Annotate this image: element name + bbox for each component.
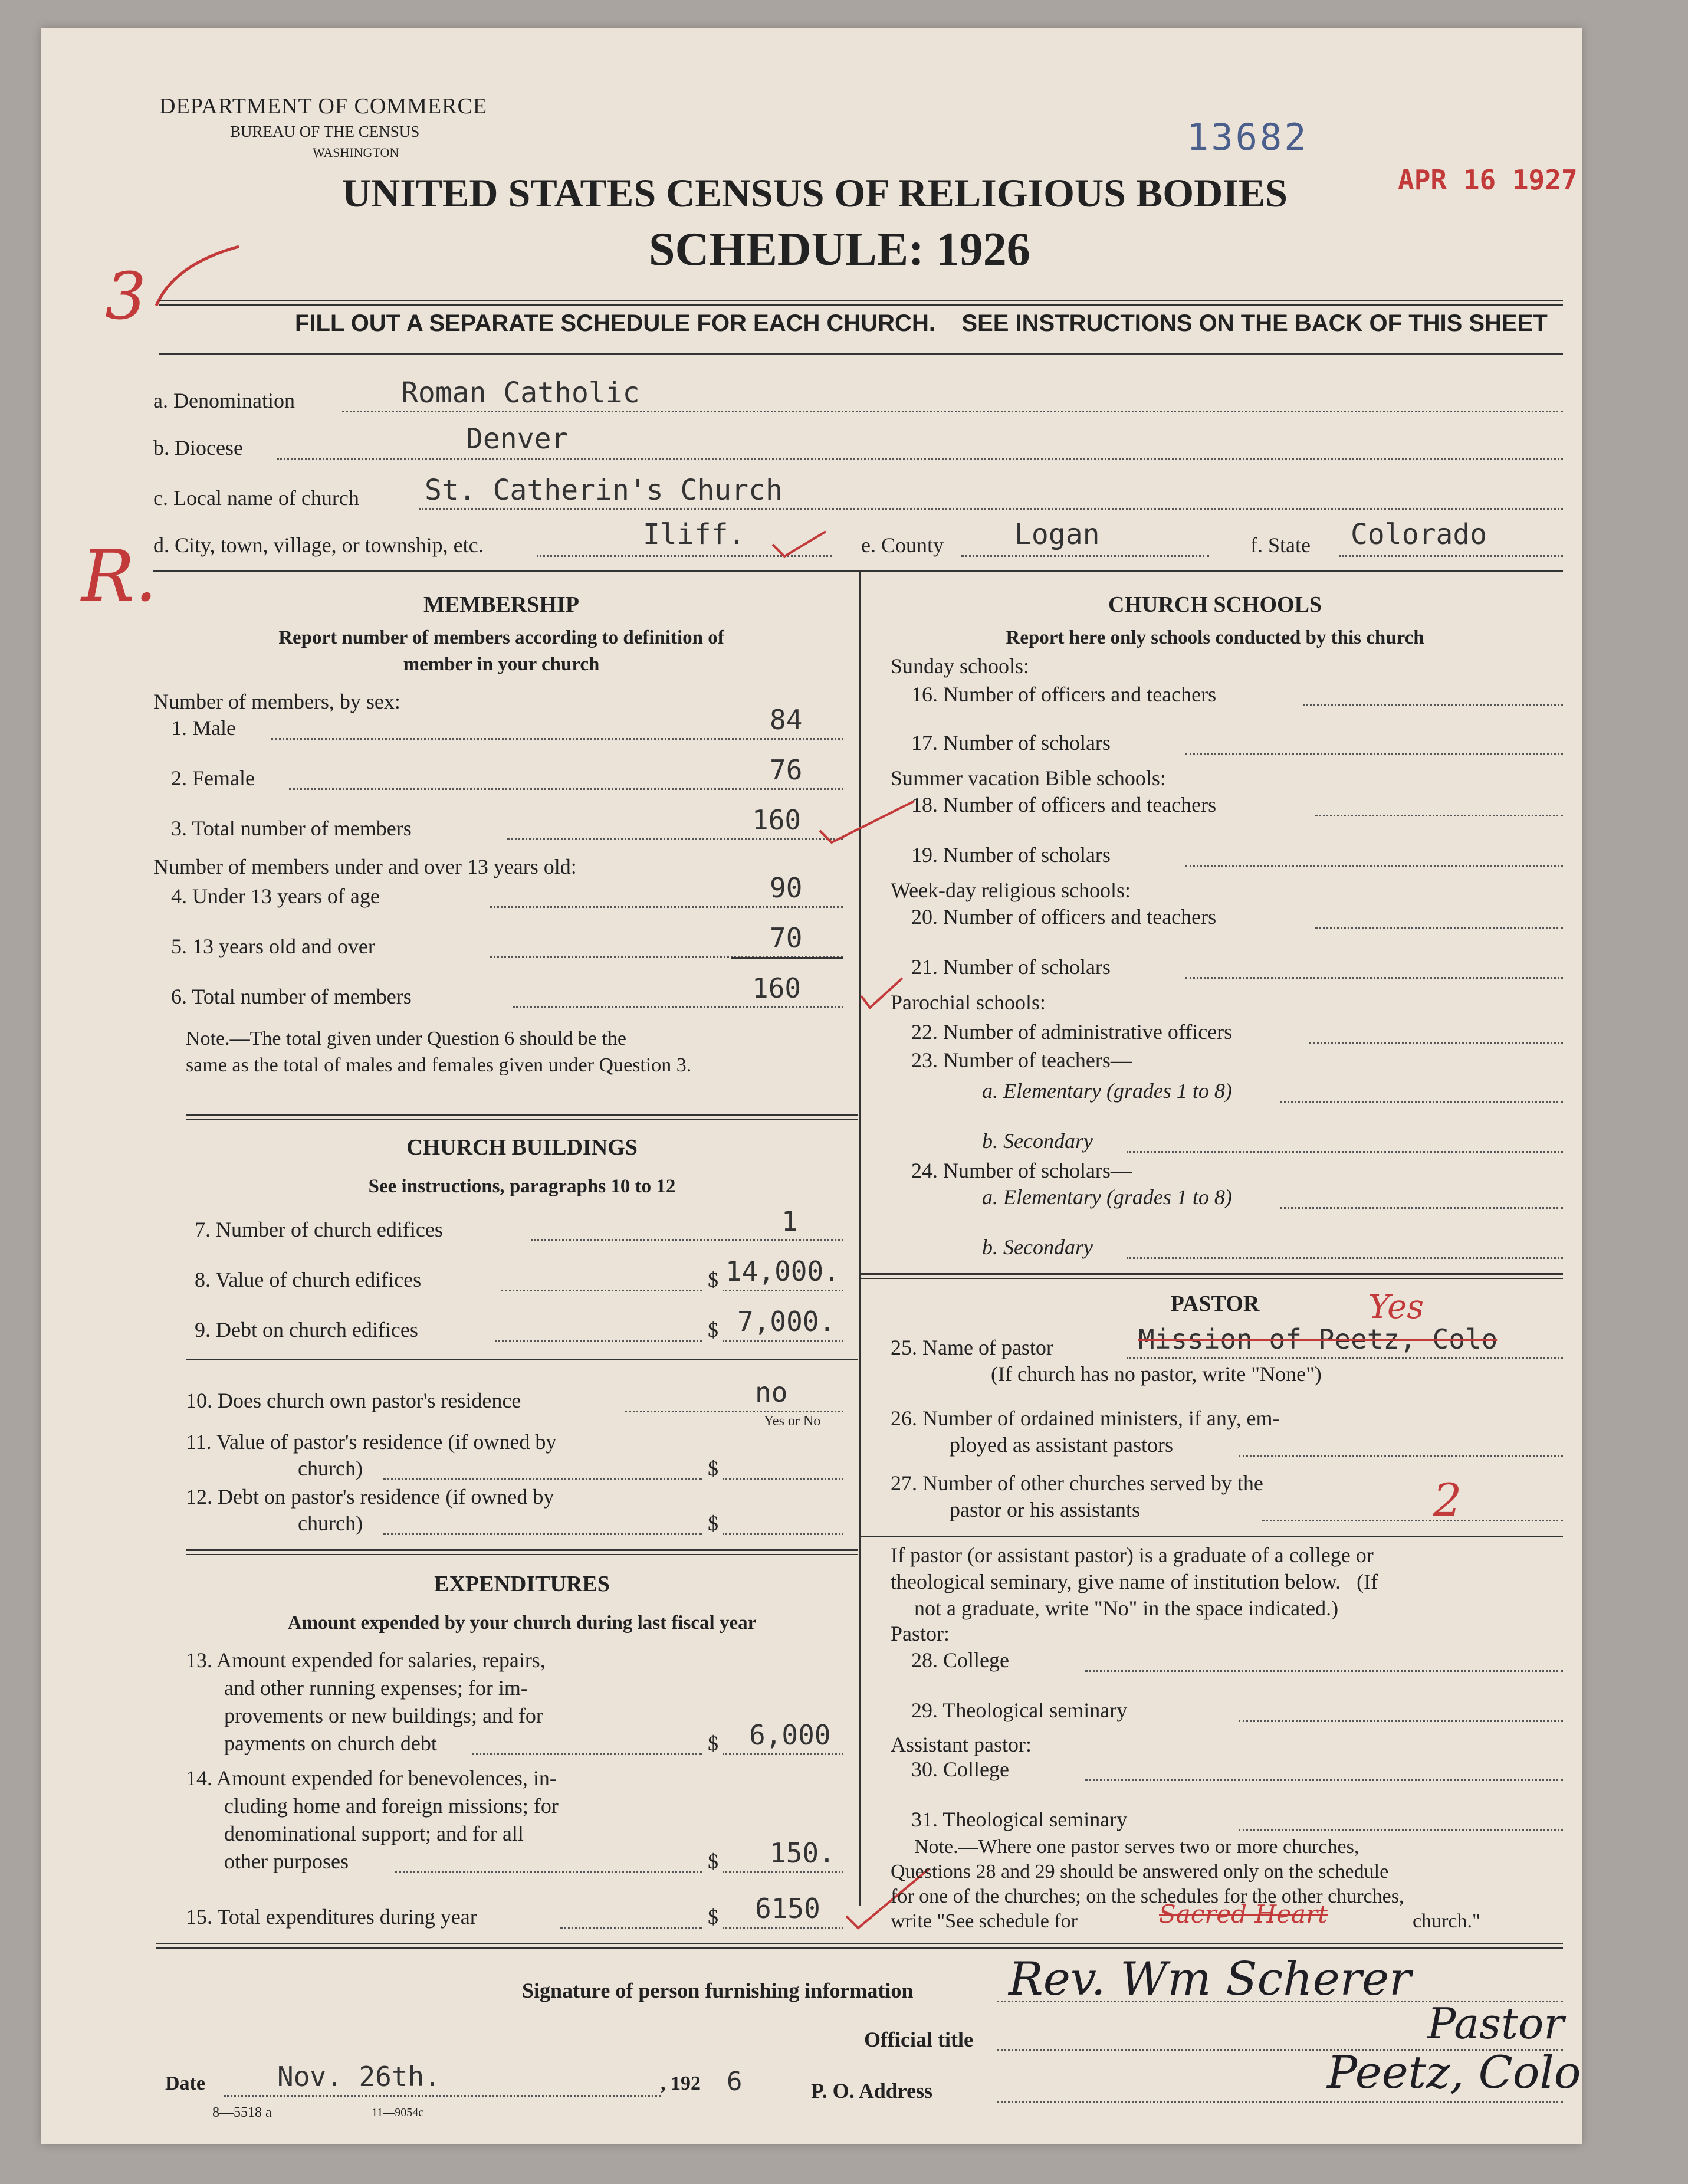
stamped-number: 13682 — [1187, 116, 1309, 159]
signature-value[interactable]: Rev. Wm Scherer — [1009, 1953, 1411, 2006]
q29-line — [1239, 1720, 1563, 1722]
expenditures-subheading: Amount expended by your church during last fiscal year — [287, 1612, 757, 1634]
q12-dollar: $ — [708, 1511, 718, 1535]
q9-amount-line — [723, 1340, 843, 1342]
q24a-line — [1280, 1207, 1563, 1209]
q10-line — [625, 1411, 843, 1412]
q30-label: 30. College — [911, 1757, 1009, 1781]
buildings-top-rule — [186, 1114, 858, 1116]
city-label: d. City, town, village, or township, etc. — [153, 533, 484, 557]
q16-label: 16. Number of officers and teachers — [911, 683, 1217, 706]
q4-value[interactable]: 90 — [770, 872, 803, 904]
denomination-label: a. Denomination — [153, 389, 295, 412]
q3-label: 3. Total number of members — [171, 816, 412, 840]
graduate-instructions-2: theological seminary, give name of institution below. (If — [891, 1570, 1378, 1593]
q4-line — [490, 906, 843, 908]
diocese-value[interactable]: Denver — [466, 422, 569, 455]
q14-amount-line — [723, 1871, 843, 1873]
q24b-line — [1127, 1257, 1563, 1259]
date-year-digit[interactable]: 6 — [727, 2067, 743, 2097]
state-label: f. State — [1250, 533, 1311, 557]
q15-amount-line — [723, 1927, 843, 1929]
q14-label-4: other purposes — [224, 1849, 349, 1873]
q23b-label: b. Secondary — [982, 1129, 1093, 1153]
q29-label: 29. Theological seminary — [911, 1698, 1128, 1722]
denomination-value[interactable]: Roman Catholic — [401, 376, 640, 409]
pastor-note-handwritten[interactable]: Sacred Heart — [1159, 1900, 1328, 1929]
q26-line — [1239, 1455, 1563, 1457]
q25-line — [1127, 1357, 1563, 1359]
q27-label-1: 27. Number of other churches served by the — [891, 1471, 1263, 1495]
q18-label: 18. Number of officers and teachers — [911, 793, 1217, 816]
summer-schools-label: Summer vacation Bible schools: — [891, 766, 1166, 790]
footer-top-rule — [156, 1943, 1563, 1944]
q14-label-2: cluding home and foreign missions; for — [224, 1794, 559, 1818]
members-by-age-label: Number of members under and over 13 years old: — [153, 855, 577, 878]
q27-line — [1262, 1520, 1563, 1521]
q5-sum-line — [731, 957, 843, 959]
buildings-top-rule-2 — [186, 1119, 858, 1120]
q14-dollar: $ — [708, 1849, 718, 1873]
q23a-label: a. Elementary (grades 1 to 8) — [982, 1079, 1232, 1103]
q25-annotation: Yes — [1368, 1288, 1424, 1326]
buildings-subheading: See instructions, paragraphs 10 to 12 — [368, 1176, 676, 1197]
q23a-line — [1280, 1101, 1563, 1103]
fields-bottom-rule — [153, 570, 1563, 572]
q27-value[interactable]: 2 — [1433, 1474, 1462, 1526]
banner-top-rule-2 — [159, 304, 1563, 306]
q13-label-2: and other running expenses; for im- — [224, 1676, 528, 1700]
members-by-sex-label: Number of members, by sex: — [153, 690, 400, 713]
q4-label: 4. Under 13 years of age — [171, 884, 380, 908]
signature-label: Signature of person furnishing information — [522, 1979, 914, 2002]
q2-value[interactable]: 76 — [770, 754, 803, 786]
q10-value[interactable]: no — [755, 1376, 788, 1408]
q7-label: 7. Number of church edifices — [195, 1218, 443, 1241]
q6-value[interactable]: 160 — [752, 972, 802, 1004]
q13-label-1: 13. Amount expended for salaries, repairs, — [186, 1648, 546, 1672]
q16-line — [1303, 704, 1563, 706]
department-heading: DEPARTMENT OF COMMERCE — [159, 94, 488, 119]
pastor-note-4a: write "See schedule for — [891, 1910, 1078, 1932]
city-check-mark — [767, 527, 832, 565]
q9-dollar: $ — [708, 1318, 718, 1342]
denomination-line — [342, 411, 1563, 412]
q8-label: 8. Value of church edifices — [195, 1268, 422, 1291]
q12-line — [383, 1533, 702, 1535]
date-year-prefix: , 192 — [661, 2072, 701, 2094]
po-address-label: P. O. Address — [811, 2079, 933, 2103]
expenditures-heading: EXPENDITURES — [434, 1572, 610, 1596]
q11-line — [383, 1478, 702, 1480]
q3-check-mark — [814, 795, 920, 851]
q9-label: 9. Debt on church edifices — [195, 1318, 418, 1342]
received-date-stamp: APR 16 1927 — [1398, 164, 1578, 196]
q2-label: 2. Female — [171, 766, 255, 790]
q1-line — [271, 738, 843, 740]
q21-label: 21. Number of scholars — [911, 955, 1111, 979]
buildings-heading: CHURCH BUILDINGS — [406, 1135, 638, 1160]
pastor-note-3: for one of the churches; on the schedules for the other churches, — [891, 1885, 1404, 1907]
q6-line — [513, 1006, 843, 1008]
q26-label-1: 26. Number of ordained ministers, if any, em- — [891, 1406, 1280, 1430]
pastor-note-4b: church." — [1413, 1910, 1480, 1932]
q7-value[interactable]: 1 — [781, 1205, 798, 1237]
membership-heading: MEMBERSHIP — [423, 592, 579, 617]
red-check-icon — [814, 795, 920, 848]
q25-sublabel: (If church has no pastor, write "None") — [991, 1362, 1322, 1386]
form-title: UNITED STATES CENSUS OF RELIGIOUS BODIES — [342, 170, 1288, 215]
margin-mark-top: 3 — [105, 258, 146, 334]
instructions-banner: FILL OUT A SEPARATE SCHEDULE FOR EACH CHURCH. SEE INSTRUCTIONS ON THE BACK OF THIS SHEET — [295, 310, 1548, 336]
q28-line — [1085, 1670, 1563, 1672]
pastor-heading: PASTOR — [1170, 1291, 1260, 1316]
q14-line — [395, 1871, 702, 1873]
q24b-label: b. Secondary — [982, 1235, 1093, 1259]
sunday-schools-label: Sunday schools: — [891, 654, 1030, 678]
q13-dollar: $ — [708, 1732, 718, 1755]
q9-value[interactable]: 7,000. — [737, 1306, 836, 1337]
pastor-note-1: Note.—Where one pastor serves two or more churches, — [914, 1836, 1359, 1858]
q14-label-1: 14. Amount expended for benevolences, in- — [186, 1766, 557, 1790]
parochial-schools-label: Parochial schools: — [891, 991, 1046, 1014]
q3-line — [507, 838, 843, 840]
q8-dollar: $ — [708, 1268, 718, 1291]
membership-subheading-1: Report number of members according to definition of — [278, 627, 724, 648]
state-value[interactable]: Colorado — [1351, 518, 1487, 551]
q30-line — [1085, 1779, 1563, 1781]
date-value[interactable]: Nov. 26th. — [277, 2061, 441, 2093]
expenditures-top-rule-2 — [186, 1554, 858, 1555]
po-address-value[interactable]: Peetz, Colo — [1327, 2046, 1581, 2098]
q24a-label: a. Elementary (grades 1 to 8) — [982, 1185, 1232, 1209]
footer-top-rule-2 — [156, 1947, 1563, 1949]
diocese-label: b. Diocese — [153, 436, 243, 460]
church-name-value[interactable]: St. Catherin's Church — [425, 474, 783, 507]
q5-label: 5. 13 years old and over — [171, 934, 375, 958]
column-divider — [859, 570, 861, 1906]
q20-line — [1315, 927, 1563, 929]
assistant-education-label: Assistant pastor: — [891, 1733, 1032, 1756]
church-name-line — [419, 508, 1563, 510]
q19-line — [1185, 865, 1563, 867]
q22-line — [1309, 1042, 1563, 1044]
graduate-instructions-3: not a graduate, write "No" in the space indicated.) — [914, 1596, 1339, 1620]
county-line — [961, 555, 1209, 557]
pastor-mid-rule — [860, 1536, 1563, 1537]
church-name-label: c. Local name of church — [153, 486, 359, 510]
graduate-instructions-1: If pastor (or assistant pastor) is a graduate of a college or — [891, 1543, 1374, 1567]
q8-amount-line — [723, 1290, 843, 1291]
q25-value[interactable]: Mission of Peetz, Colo — [1138, 1323, 1498, 1355]
q9-line — [495, 1340, 702, 1342]
q5-value[interactable]: 70 — [770, 922, 803, 954]
membership-subheading-2: member in your church — [403, 654, 600, 675]
q12-label-1: 12. Debt on pastor's residence (if owned by — [186, 1485, 554, 1509]
official-title-value[interactable]: Pastor — [1427, 1999, 1564, 2048]
q13-label-3: provements or new buildings; and for — [224, 1704, 543, 1727]
q12-label-2: church) — [298, 1511, 363, 1535]
q15-dollar: $ — [708, 1905, 718, 1929]
q8-line — [501, 1290, 702, 1291]
city-value[interactable]: Iliff. — [643, 518, 746, 551]
q11-dollar: $ — [708, 1457, 718, 1480]
pastor-top-rule — [860, 1273, 1563, 1275]
q1-value[interactable]: 84 — [770, 704, 803, 736]
schedule-title: SCHEDULE: 1926 — [649, 224, 1030, 276]
q6-label: 6. Total number of members — [171, 985, 412, 1008]
q14-label-3: denominational support; and for all — [224, 1822, 524, 1845]
expenditures-top-rule — [186, 1549, 858, 1551]
q18-line — [1315, 815, 1563, 816]
q22-label: 22. Number of administrative officers — [911, 1020, 1233, 1044]
q13-line — [472, 1753, 702, 1755]
q23b-line — [1127, 1151, 1563, 1153]
red-check-icon — [767, 527, 832, 562]
buildings-mid-rule — [186, 1359, 858, 1360]
q11-label-2: church) — [298, 1457, 363, 1480]
q1-label: 1. Male — [171, 716, 236, 740]
q26-label-2: ployed as assistant pastors — [950, 1433, 1173, 1457]
q14-value[interactable]: 150. — [770, 1837, 835, 1869]
q25-label: 25. Name of pastor — [891, 1336, 1053, 1359]
church-schools-subheading: Report here only schools conducted by this church — [1006, 627, 1424, 648]
q23-label: 23. Number of teachers— — [911, 1048, 1132, 1072]
q20-label: 20. Number of officers and teachers — [911, 905, 1217, 929]
membership-note-2: same as the total of males and females given under Question 3. — [186, 1054, 692, 1076]
washington-heading: WASHINGTON — [313, 145, 399, 160]
q17-line — [1185, 753, 1563, 755]
q28-label: 28. College — [911, 1648, 1009, 1672]
date-line — [224, 2095, 661, 2097]
q8-value[interactable]: 14,000. — [725, 1255, 840, 1287]
date-label: Date — [165, 2072, 205, 2094]
census-schedule-form — [41, 28, 1582, 2144]
q24-label: 24. Number of scholars— — [911, 1159, 1132, 1182]
bureau-heading: BUREAU OF THE CENSUS — [230, 123, 420, 140]
form-number-2: 11—9054c — [372, 2106, 424, 2119]
q19-label: 19. Number of scholars — [911, 843, 1111, 867]
q15-value[interactable]: 6150 — [755, 1893, 820, 1924]
state-line — [1339, 555, 1563, 557]
q15-line — [560, 1927, 702, 1929]
county-label: e. County — [861, 533, 944, 557]
q15-label: 15. Total expenditures during year — [186, 1905, 477, 1929]
weekday-schools-label: Week-day religious schools: — [891, 878, 1131, 902]
q17-label: 17. Number of scholars — [911, 731, 1111, 755]
form-number: 8—5518 a — [212, 2105, 272, 2120]
margin-mark-left: R. — [81, 536, 157, 618]
q27-label-2: pastor or his assistants — [950, 1498, 1140, 1521]
po-address-line — [997, 2101, 1563, 2103]
q12-amount-line — [723, 1533, 843, 1535]
banner-bottom-rule — [159, 353, 1563, 355]
q11-amount-line — [723, 1478, 843, 1480]
official-title-label: Official title — [864, 2028, 973, 2051]
q13-amount-line — [723, 1753, 843, 1755]
q13-value[interactable]: 6,000 — [749, 1719, 831, 1751]
diocese-line — [277, 458, 1563, 460]
q10-label: 10. Does church own pastor's residence — [186, 1389, 521, 1412]
q7-line — [531, 1239, 843, 1241]
q31-line — [1239, 1829, 1563, 1831]
q3-value[interactable]: 160 — [752, 804, 802, 836]
membership-note-1: Note.—The total given under Question 6 should be the — [186, 1028, 626, 1050]
pastor-top-rule-2 — [860, 1278, 1563, 1279]
q13-label-4: payments on church debt — [224, 1732, 437, 1755]
pastor-note-2: Questions 28 and 29 should be answered only on the schedule — [891, 1861, 1389, 1883]
county-value[interactable]: Logan — [1014, 518, 1100, 551]
q31-label: 31. Theological seminary — [911, 1808, 1128, 1831]
pastor-education-label: Pastor: — [891, 1622, 950, 1645]
church-schools-heading: CHURCH SCHOOLS — [1108, 592, 1322, 617]
yes-or-no-caption: Yes or No — [764, 1414, 821, 1429]
banner-top-rule — [159, 300, 1563, 301]
q11-label-1: 11. Value of pastor's residence (if owned by — [186, 1430, 557, 1454]
q21-line — [1185, 977, 1563, 979]
q2-line — [289, 788, 843, 790]
